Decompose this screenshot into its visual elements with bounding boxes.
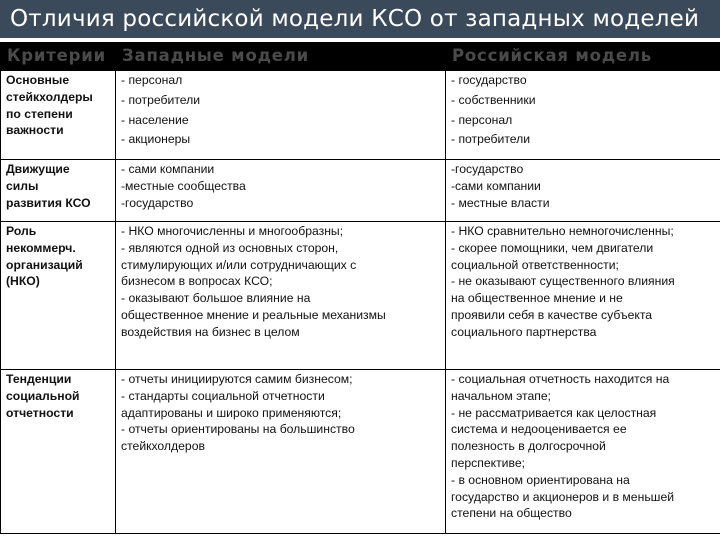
table-row xyxy=(1,71,720,160)
comparison-table xyxy=(0,42,720,534)
cell-text-line: - стандарты социальной отчетности xyxy=(121,388,325,403)
cell-text-line: - являются одной из основных сторон, xyxy=(121,240,339,255)
cell-text-line: стейкхолдеров xyxy=(121,439,205,454)
cell-text-line: социальной xyxy=(6,388,80,403)
cell-text-line: - собственники xyxy=(451,92,536,107)
cell-text-line: проявили себя в качестве субъекта xyxy=(451,307,653,322)
cell-text-line: стимулирующих и/или сотрудничающих с xyxy=(121,257,357,272)
cell-text-line: по степени xyxy=(6,106,73,121)
western-cell xyxy=(116,71,446,160)
cell-text-line: Основные xyxy=(6,73,70,87)
table-row xyxy=(1,222,720,370)
cell-text-line: - НКО многочисленны и многообразны; xyxy=(121,224,344,238)
cell-text-line: - социальная отчетность находится на xyxy=(451,372,670,386)
cell-text-line: - потребители xyxy=(451,132,531,147)
cell-text-line: перспективе; xyxy=(451,455,525,470)
cell-text-line: на общественное мнение и не xyxy=(451,291,623,306)
cell-text-line: развития КСО xyxy=(6,195,91,210)
cell-text-line: некоммерч. xyxy=(6,240,76,255)
cell-text-line: - сами компании xyxy=(121,162,215,176)
cell-text-line: - оказывают большое влияние на xyxy=(121,291,311,306)
cell-text-line: воздействия на бизнес в целом xyxy=(121,324,300,339)
cell-text-line: -государство xyxy=(121,195,194,210)
cell-text-line: - население xyxy=(121,112,189,127)
title-bar xyxy=(0,0,720,38)
cell-text-line: - в основном ориентирована на xyxy=(451,472,630,487)
cell-text-line: - НКО сравнительно немногочисленны; xyxy=(451,224,674,238)
cell-text-line: - персонал xyxy=(451,112,513,127)
table-header-row xyxy=(1,43,720,71)
western-cell xyxy=(116,160,446,222)
criterion-cell xyxy=(1,370,116,534)
header-russian: Российская модель xyxy=(446,43,720,71)
cell-text-line: бизнесом в вопросах КСО; xyxy=(121,274,273,289)
cell-text-line: Роль xyxy=(6,224,37,238)
cell-text-line: - не оказывают существенного влияния xyxy=(451,274,675,289)
cell-text-line: государство и акционеров и в меньшей xyxy=(451,489,675,504)
cell-text-line: силы xyxy=(6,178,39,193)
cell-text-line: начальном этапе; xyxy=(451,388,552,403)
cell-text-line: - местные власти xyxy=(451,195,550,210)
cell-text-line: социальной ответственности; xyxy=(451,257,619,272)
cell-text-line: - персонал xyxy=(121,73,183,87)
russian-cell xyxy=(446,160,720,222)
cell-text-line: -местные сообщества xyxy=(121,178,246,193)
cell-text-line: - скорее помощники, чем двигатели xyxy=(451,240,654,255)
table-row xyxy=(1,370,720,534)
table-row xyxy=(1,160,720,222)
cell-text-line: - потребители xyxy=(121,92,201,107)
cell-text-line: Движущие xyxy=(6,162,70,176)
russian-cell xyxy=(446,71,720,160)
cell-text-line: отчетности xyxy=(6,405,74,420)
cell-text-line: система и недооценивается ее xyxy=(451,422,627,437)
cell-text-line: - акционеры xyxy=(121,132,191,147)
header-western: Западные модели xyxy=(116,43,446,71)
criterion-cell xyxy=(1,222,116,370)
cell-text-line: Тенденции xyxy=(6,372,72,386)
header-criteria: Критерии xyxy=(1,43,116,71)
cell-text-line: организаций xyxy=(6,257,83,272)
criterion-cell xyxy=(1,160,116,222)
cell-text-line: - отчеты ориентированы на большинство xyxy=(121,422,355,437)
criterion-cell xyxy=(1,71,116,160)
cell-text-line: общественное мнение и реальные механизмы xyxy=(121,307,386,322)
cell-text-line: -сами компании xyxy=(451,178,541,193)
cell-text-line: важности xyxy=(6,123,64,138)
cell-text-line: социального партнерства xyxy=(451,324,597,339)
slide-title: Отличия российской модели КСО от западных моделей xyxy=(10,6,700,32)
cell-text-line: степени на общество xyxy=(451,506,572,521)
cell-text-line: адаптированы и широко применяются; xyxy=(121,405,342,420)
russian-cell xyxy=(446,370,720,534)
cell-text-line: (НКО) xyxy=(6,274,40,289)
cell-text-line: полезность в долгосрочной xyxy=(451,439,606,454)
cell-text-line: стейкхолдеры xyxy=(6,89,93,104)
cell-text-line: - государство xyxy=(451,73,527,87)
russian-cell xyxy=(446,222,720,370)
cell-text-line: -государство xyxy=(451,162,524,176)
western-cell xyxy=(116,222,446,370)
cell-text-line: - не рассматривается как целостная xyxy=(451,405,657,420)
western-cell xyxy=(116,370,446,534)
cell-text-line: - отчеты инициируются самим бизнесом; xyxy=(121,372,353,386)
